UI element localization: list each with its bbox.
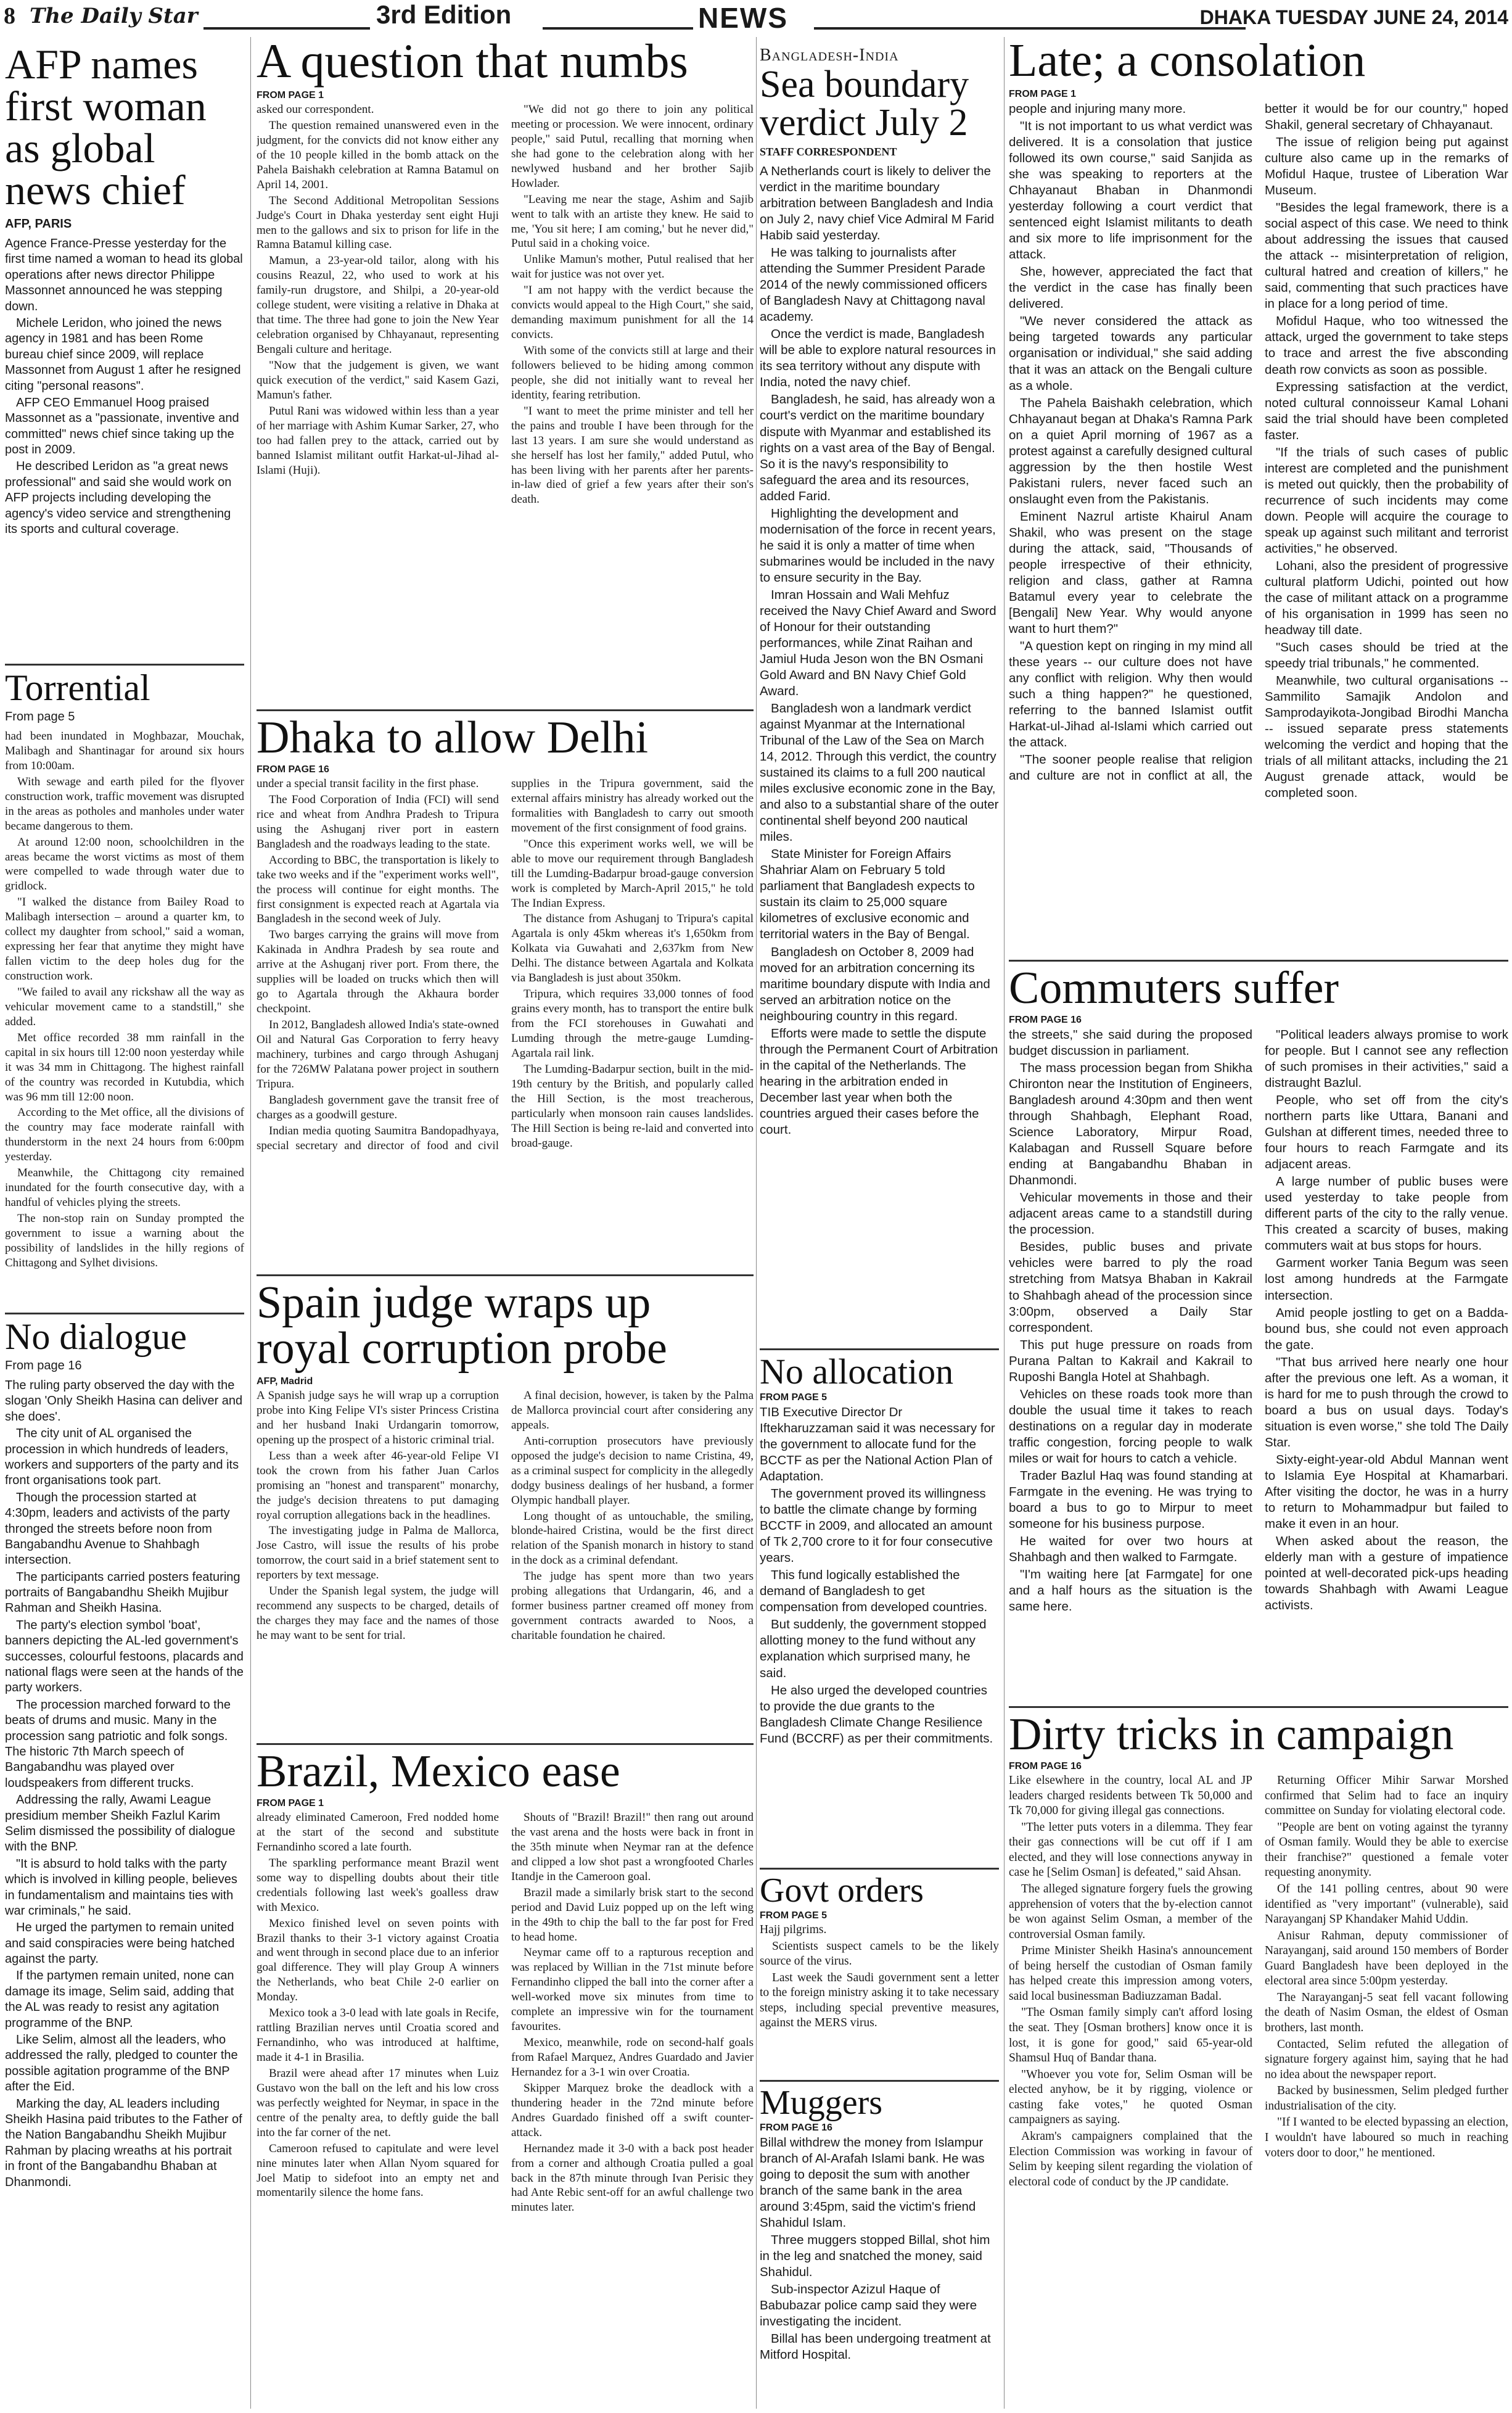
paragraph: Bangladesh on October 8, 2009 had moved for an arbitration concerning its maritime boundary dispute with India and served an arbitration notice on the neighbouring country in this regard. [760, 944, 990, 1023]
kicker: Bangladesh-India [760, 46, 899, 65]
column-divider [756, 37, 757, 2409]
article-body [5, 729, 244, 1271]
paragraph: Long thought of as untouchable, the smiling, blonde-haired Cristina, would be the first direct relation of the Spanish monarch in history to stand in the dock as a criminal defendant. [511, 1509, 754, 1567]
paragraph: already eliminated Cameroon, Fred nodded home at the start of the second and substitute Fernandinho scored a late fourth. [257, 1811, 499, 1854]
paragraph: Mamun, a 23-year-old tailor, along with his cousins Reazul, 22, who used to work at his family-run drugstore, and Shilpi, a 20-year-old college student, were visiting a relative in Dhaka at that time. The three had gone to join the New Year celebration organised by Chhayanaut, representing Bengali culture and heritage. [257, 254, 499, 356]
article-body [257, 1388, 754, 1644]
paragraph: had been inundated in Moghbazar, Mouchak, Malibagh and Shantinagar for around six hours from 10:00am. [5, 730, 244, 772]
byline: FROM PAGE 1 [257, 90, 324, 101]
paragraph: "Whoever you vote for, Selim Osman will be elected anyhow, be it by rigging, violence or casting fake votes," he quoted Osman campaigners as saying. [1009, 2068, 1252, 2127]
paragraph: With some of the convicts still at large and their followers believed to be hiding among common people, she did not initially want to reveal her identity, fearing retribution. [511, 344, 754, 402]
article-dirty-tricks [1009, 1706, 1508, 2411]
paragraph: Two barges carrying the grains will move from Kakinada in Andhra Pradesh by sea route and arrive at the Ashuganj river port. From there, the supplies will be loaded on trucks which then will go to Agartala through the Akhaura border checkpoint. [257, 928, 499, 1016]
paragraph: "That bus arrived here nearly one hour after the previous one left. As a woman, it is hard for me to push through the crowd to board a bus on usual days. Today's situation is even worse," she told The Daily Star. [1265, 1355, 1508, 1450]
paragraph: But suddenly, the government stopped allotting money to the fund without any explanation which surprised many, he said. [760, 1617, 987, 1680]
article-afp [5, 43, 244, 666]
paragraph: "If I wanted to be elected bypassing an election, I wouldn't have laboured so much in reaching voters door to door," he mentioned. [1265, 2116, 1508, 2159]
paragraph: Sixty-eight-year-old Abdul Mannan went to Islamia Eye Hospital at Khamarbari. After visiting the doctor, he was in a hurry to return to Mohammadpur but failed to make it even in an hour. [1265, 1452, 1508, 1531]
paragraph: Under the Spanish legal system, the judge will recommend any suspects to be charged, details of the charges they may face and the names of those he may want to be sent for trial. [257, 1585, 499, 1642]
article-commuters [1009, 960, 1508, 1702]
paragraph: asked our correspondent. [257, 103, 374, 116]
paragraph: "It is not important to us what verdict was delivered. It is a consolation that justice followed its own course," said Sanjida as she was speaking to reporters at the Chhayanaut Bhaban in Dhanmondi yesterday following a court verdict that sentenced eight Islamist militants to death and six more to life imprisonment for the attack. [1009, 119, 1252, 262]
paragraph: Hernandez made it 3-0 with a back post header from a corner and although Croatia pulled a goal back in the 87th minute through Ivan Perisic they had Ante Rebic sent-off for an awful challenge two minutes later. [511, 2142, 754, 2214]
article-body [1009, 1027, 1508, 1615]
paragraph: "Besides the legal framework, there is a social aspect of this case. We need to think about addressing the issues that caused the attack -- misinterpretation of religion, cultural hatred and creation of killers," he said, commenting that such practices have in place for a long period of time. [1265, 200, 1508, 311]
paragraph: Scientists suspect camels to be the likely source of the virus. [760, 1939, 999, 1968]
paragraph: Anti-corruption prosecutors have previously opposed the judge's decision to name Cristina, 49, as a criminal suspect for complicity in the allegedly dodgy business dealings of her husband, a former Olympic handball player. [511, 1434, 754, 1507]
paragraph: Expressing satisfaction at the verdict, noted cultural connoisseur Kamal Lohani said the trial should have been completed faster. [1265, 379, 1508, 442]
headline: Dirty tricks in campaign [1009, 1709, 1454, 1760]
masthead-rule-left [203, 27, 370, 30]
paragraph: Of the 141 polling centres, about 90 were identified as "very important" (vulnerable), said Narayanganj SP Khandaker Mahid Uddin. [1265, 1882, 1508, 1926]
masthead [0, 0, 1512, 32]
paragraph: the streets," she said during the proposed budget discussion in parliament. [1009, 1028, 1252, 1058]
paragraph: Once the verdict is made, Bangladesh will be able to explore natural resources in its sea territory without any dispute with India, noted the navy chief. [760, 327, 996, 390]
paragraph: A Spanish judge says he will wrap up a corruption probe into King Felipe VI's sister Princess Cristina and her husband Inaki Urdangarin tomorrow, opening up the prospect of a historic criminal trial. [257, 1389, 499, 1446]
byline: FROM PAGE 16 [1009, 1015, 1082, 1025]
paragraph: Three muggers stopped Billal, shot him in the leg and snatched the money, said Shahidul. [760, 2233, 990, 2280]
byline: FROM PAGE 1 [1009, 89, 1077, 99]
paragraph: The participants carried posters featuring portraits of Bangabandhu Sheikh Mujibur Rahman and Sheikh Hasina. [5, 1570, 240, 1615]
masthead-rule-mid-right [814, 27, 1246, 30]
paragraph: Mofidul Haque, who too witnessed the attack, urged the government to take steps to trace and arrest the five absconding death row convicts as soon as possible. [1265, 314, 1508, 377]
paragraph: Returning Officer Mihir Sarwar Morshed confirmed that Selim had to face an inquiry committee on Sunday for violating electoral code. [1265, 1774, 1508, 1818]
paragraph: Tripura, which requires 33,000 tonnes of food grains every month, has to transport the entire bulk from the FCI storehouses in Guwahati and Lumding through the metre-gauge Lumding-Agartala rail link. [511, 988, 754, 1060]
paragraph: "Political leaders always promise to work for people. But I cannot see any reflection of such promises in their activities," said a distraught Bazlul. [1265, 1028, 1508, 1091]
paragraph: The Food Corporation of India (FCI) will send rice and wheat from Andhra Pradesh to Tripura using the Ashuganj river port in eastern Bangladesh and the roadways leading to the state. [257, 793, 499, 851]
article-govt-orders [760, 1868, 999, 2077]
headline: AFP names first woman as global news chief [5, 43, 207, 213]
article-late [1009, 37, 1508, 956]
paragraph: "The sooner people realise that religion and culture are not in conflict at all, the better it would be for our country," hoped Shakil, general secretary of Chhayanaut. [1009, 102, 1508, 783]
paragraph: The investigating judge in Palma de Mallorca, Jose Castro, will issue the results of his probe tomorrow, the court said in a brief statement sent to reporters by text message. [257, 1524, 499, 1582]
article-torrential [5, 664, 244, 1308]
paragraph: Trader Bazlul Haq was found standing at Farmgate in the evening. He was trying to board a bus to go to Mirpur to meet someone for his business purpose. [1009, 1468, 1252, 1531]
paragraph: In 2012, Bangladesh allowed India's state-owned Oil and Natural Gas Corporation to ferry heavy machinery, turbines and cargo through Ashuganj for the 726MW Palatana power project in southern Tripura. [257, 1018, 499, 1091]
paragraph: "The letter puts voters in a dilemma. They fear their gas connections will be cut off if I am elected, and they will lose connections anyway in case he [Selim Osman] is defeated," said Ahsan. [1009, 1820, 1252, 1879]
paragraph: The Lumding-Badarpur section, built in the mid-19th century by the British, and popularly called the Hill Section, is the most treacherous, particularly when monsoon rain causes landslides. The Hill Section is being re-laid and converted into broad-gauge. [511, 1062, 754, 1150]
paragraph: Last week the Saudi government sent a letter to the foreign ministry asking it to take necessary steps, including special preventive measures, against the MERS virus. [760, 1971, 999, 2030]
article-body [257, 777, 754, 1153]
paragraph: Efforts were made to settle the dispute through the Permanent Court of Arbitration in the capital of the Netherlands. The hearing in the arbitration ended in December last year when both the countries argued their cases before the court. [760, 1026, 998, 1137]
headline: A question that numbs [257, 37, 688, 88]
paragraph: "Once this experiment works well, we will be able to move our requirement through Bangladesh till the Lumding-Badarpur broad-gauge conversion work is completed by March-April 2015," he told The Indian Express. [511, 837, 754, 910]
headline: Torrential [5, 667, 150, 708]
paragraph: Highlighting the development and modernisation of the force in recent years, he said it is only a matter of time when submarines would be included in the navy to ensure security in the Bay. [760, 506, 996, 585]
paragraph: Mexico took a 3-0 lead with late goals in Recife, rattling Brazilian nerves until Croatia scored and Fernandinho, who was introduced at halftime, made it 4-1 in Brasilia. [257, 2007, 499, 2064]
byline: FROM PAGE 5 [760, 1392, 828, 1403]
article-body [760, 2135, 999, 2363]
paragraph: Unlike Mamun's mother, Putul realised that her wait for justice was not over yet. [511, 253, 754, 281]
headline: Spain judge wraps up royal corruption probe [257, 1277, 667, 1374]
byline: FROM PAGE 16 [257, 764, 329, 775]
paragraph: Lohani, also the president of progressive cultural platform Udichi, pointed out how the case of militant attack on a programme of his organisation in 1999 has seen no headway till date. [1265, 558, 1508, 637]
paragraph: State Minister for Foreign Affairs Shahriar Alam on February 5 told parliament that Bangladesh expects to sustain its claim to 25,000 square kilometres of exclusive economic and territorial waters in the Bay of Bengal. [760, 847, 975, 942]
headline: Commuters suffer [1009, 963, 1339, 1013]
article-spain [257, 1274, 754, 1740]
byline: From page 5 [5, 710, 75, 724]
paragraph: people and injuring many more. [1009, 102, 1186, 116]
paragraph: Skipper Marquez broke the deadlock with a thundering header in the 72nd minute before Andres Guardado finished off a swift counter-attack. [511, 2081, 754, 2139]
paragraph: Brazil were ahead after 17 minutes when Luiz Gustavo won the ball on the left and his low cross was perfectly weighted for Neymar, in space in the centre of the penalty area, to deftly guide the ball into the far corner of the net. [257, 2066, 499, 2139]
paragraph: The issue of religion being put against culture also came up in the remarks of Mofidul Haque, trustee of Liberation War Museum. [1265, 135, 1508, 198]
paragraph: Vehicular movements in those and their adjacent areas came to a standstill during the procession. [1009, 1190, 1252, 1237]
byline: AFP, PARIS [5, 217, 72, 231]
headline: Govt orders [760, 1871, 924, 1910]
paragraph: This put huge pressure on roads from Purana Paltan to Kakrail and Kakrail to Ruposhi Bangla Hotel at Shahbagh. [1009, 1337, 1252, 1384]
paragraph: He urged the partymen to remain united and said conspiracies were being hatched against the party. [5, 1921, 235, 1966]
byline: From page 16 [5, 1359, 82, 1372]
paragraph: Backed by businessmen, Selim pledged further industrialisation of the city. [1265, 2084, 1508, 2113]
paragraph: The ruling party observed the day with the slogan 'Only Sheikh Hasina can deliver and she does'. [5, 1379, 243, 1424]
paragraph: A Netherlands court is likely to deliver the verdict in the maritime boundary arbitration between Bangladesh and India on July 2, navy chief Vice Admiral M Farid Habib said yesterday. [760, 164, 995, 243]
article-body [257, 102, 754, 507]
paragraph: The city unit of AL organised the procession in which hundreds of leaders, workers and supporters of the party and its front organisations took part. [5, 1427, 239, 1488]
byline: FROM PAGE 16 [760, 2122, 832, 2133]
paragraph: The non-stop rain on Sunday prompted the government to issue a warning about the possibility of landslides in the hilly regions of Chittagong and Sylhet divisions. [5, 1212, 244, 1269]
paragraph: Eminent Nazrul artiste Khairul Anam Shakil, who was present on the stage during the attack, said, "Thousands of people irrespective of their ethnicity, religion and class, gather at Ramna Batamul every year to celebrate the [Bengali] New Year. Why would anyone want to hurt them?" [1009, 509, 1252, 636]
paragraph: A large number of public buses were used yesterday to take people from different parts of the city to the rally venue. This created a scarcity of buses, making commuters wait at bus stops for hours. [1265, 1174, 1508, 1253]
paragraph: He described Leridon as "a great news professional" and said she would work on AFP projects including developing the agency's video service and strengthening its sports and cultural coverage. [5, 460, 232, 537]
headline: Sea boundary verdict July 2 [760, 64, 969, 144]
section-label: NEWS [698, 2, 788, 34]
article-body [5, 236, 244, 537]
paragraph: under a special transit facility in the first phase. [257, 777, 479, 790]
paragraph: With sewage and earth piled for the flyover construction work, traffic movement was disrupted in the areas as potholes and manholes under water became dangerous to them. [5, 775, 244, 833]
paragraph: "I walked the distance from Bailey Road to Malibagh intersection – around a quarter km, to collect my daughter from school," said a woman, expressing her fear that anytime they might have fallen victim to the deep holes dug for the construction work. [5, 896, 244, 983]
paragraph: Michele Leridon, who joined the news agency in 1981 and has been Rome bureau chief since 2009, will replace Massonnet from August 1 after he resigned citing "personal reasons". [5, 316, 241, 393]
paragraph: The sparkling performance meant Brazil went some way to dispelling doubts about their title credentials following last week's goalless draw with Mexico. [257, 1856, 499, 1914]
paragraph: Hajj pilgrims. [760, 1923, 827, 1936]
article-body [1009, 1773, 1508, 2190]
paragraph: Prime Minister Sheikh Hasina's announcement of being herself the custodian of Osman family has helped create this impression among voters, said local businessman Badiuzzaman Badal. [1009, 1944, 1252, 2003]
article-no-dialogue [5, 1313, 244, 2411]
article-brazil [257, 1743, 754, 2411]
paragraph: At around 12:00 noon, schoolchildren in the areas became the worst victims as most of them were compelled to wade through water due to gridlock. [5, 835, 244, 893]
paragraph: Less than a week after 46-year-old Felipe VI took the crown from his father Juan Carlos promising an "honest and transparent" monarchy, the judge's decision threatens to put damaging royal corruption allegations back in the headlines. [257, 1449, 499, 1522]
paragraph: "I want to meet the prime minister and tell her the pains and trouble I have been through for the last 13 years. I am sure she would understand as she herself has lost her family," added Putul, who has been living with her parents after her parents-in-law died of grief a few years after their son's death. [511, 404, 754, 506]
paragraph: Vehicles on these roads took more than double the usual time it takes to reach destinations on a regular day in moderate traffic congestion, forcing people to walk miles or wait for hours to catch a vehicle. [1009, 1387, 1252, 1466]
paragraph: Cameroon refused to capitulate and were level nine minutes later when Allan Nyom squared for Joel Matip to sidefoot into an empty net and momentarily silence the home fans. [257, 2142, 499, 2200]
paragraph: The procession marched forward to the beats of drums and music. Many in the procession sang patriotic and folk songs. The historic 7th March speech of Bangabandhu was played over loudspeakers from different trucks. [5, 1697, 231, 1790]
paragraph: "I am not happy with the verdict because the convicts would appeal to the High Court," she said, demanding maximum punishment for all the 14 convicts. [511, 284, 754, 342]
paragraph: "People are bent on voting against the tyranny of Osman family. Would they be able to exercise their franchise?" questioned a female voter requesting anonymity. [1265, 1820, 1508, 1879]
byline: FROM PAGE 5 [760, 1910, 828, 1921]
headline: Muggers [760, 2084, 883, 2122]
article-delhi [257, 709, 754, 1271]
paragraph: AFP CEO Emmanuel Hoog praised Massonnet as a "passionate, inventive and committed" news chief since taking up the post in 2009. [5, 395, 239, 457]
paragraph: Bangladesh, he said, has already won a court's verdict on the maritime boundary dispute with Myanmar and established its rights on a vast area of the Bay of Bengal. So it is the navy's responsibility to safeguard the area and its resources, added Farid. [760, 392, 995, 503]
paragraph: Neymar came off to a rapturous reception and was replaced by Willian in the 71st minute before Fernandinho clipped the ball into the corner after a well-worked move six minutes from time to complete an impressive win for the tournament favourites. [511, 1946, 754, 2034]
paragraph: "We failed to avail any rickshaw all the way as vehicular movement came to a standstill," she added. [5, 985, 244, 1028]
paragraph: The party's election symbol 'boat', banners depicting the AL-led government's successes, colourful festoons, placards and national flags were seen at the hands of the party workers. [5, 1618, 244, 1695]
article-body [760, 1404, 999, 1747]
paragraph: He also urged the developed countries to provide the due grants to the Bangladesh Climate Change Resilience Fund (BCCRF) as per their commitments. [760, 1683, 993, 1746]
paragraph: When asked about the reason, the elderly man with a gesture of impatience pointed at well-decorated pick-ups heading towards Shahbagh with Awami League activists. [1265, 1533, 1508, 1613]
paragraph: "We did not go there to join any political meeting or procession. We were innocent, ordinary people," said Putul, recalling that morning when she had gone to the celebration along with her newlywed husband and her brother Sajib Howlader. [511, 103, 754, 190]
paragraph: Sub-inspector Azizul Haque of Babubazar police camp said they were investigating the incident. [760, 2282, 977, 2329]
paragraph: Brazil made a similarly brisk start to the second period and David Luiz popped up on the left wing in the 49th to chip the ball to the far post for Fred to head home. [511, 1886, 754, 1944]
paragraph: Contacted, Selim refuted the allegation of signature forgery against him, saying that he had no idea about the newspaper report. [1265, 2037, 1508, 2081]
masthead-rule-mid-left [543, 27, 693, 30]
paragraph: If the partymen remain united, none can damage its image, Selim said, adding that the AL was ready to resist any agitation programme of the BNP. [5, 1969, 234, 2030]
paragraph: Though the procession started at 4:30pm, leaders and activists of the party thronged the streets before noon from Bangabandhu Avenue to Shahbagh intersection. [5, 1490, 230, 1567]
paragraph: The distance from Ashuganj to Tripura's capital Agartala is only 45km whereas it's 1,650km from Kolkata via Guwahati and 2,637km from New Delhi. The distance between Agartala and Kolkata via Bangladesh is just about 350km. [511, 912, 754, 985]
paragraph: Addressing the rally, Awami League presidium member Sheikh Fazlul Karim Selim dismissed the possibility of dialogue with the BNP. [5, 1793, 236, 1854]
byline: AFP, Madrid [257, 1376, 313, 1387]
article-sea [760, 43, 999, 1348]
article-body [5, 1378, 244, 2190]
paragraph: The alleged signature forgery fuels the growing apprehension of voters that the by-election cannot be won against Selim Osman, a member of the controversial Osman family. [1009, 1882, 1252, 1941]
paragraph: Bangladesh won a landmark verdict against Myanmar at the International Tribunal of the Law of the Sea on March 14, 2012. Through this verdict, the country sustained its claims to a full 200 nautical miles exclusive economic zone in the Bay, and also to a substantial share of the outer continental shelf beyond 200 nautical miles. [760, 701, 999, 844]
paragraph: A final decision, however, is taken by the Palma de Mallorca provincial court after considering any appeals. [511, 1389, 754, 1432]
paragraph: Billal has been undergoing treatment at Mitford Hospital. [760, 2332, 991, 2362]
headline: Late; a consolation [1009, 37, 1366, 86]
headline: No allocation [760, 1351, 954, 1392]
paragraph: Marking the day, AL leaders including Sheikh Hasina paid tributes to the Father of the Nation Bangabandhu Sheikh Mujibur Rahman by placing wreaths at his portrait in front of the Bangabandhu Bhaban at Dhanmondi. [5, 2097, 242, 2189]
paragraph: Akram's campaigners complained that the Election Commission was working in favour of Selim by keeping silent regarding the violation of electoral code of conduct by the JP candidate. [1009, 2129, 1252, 2188]
headline: Dhaka to allow Delhi [257, 712, 648, 763]
paragraph: "Such cases should be tried at the speedy trial tribunals," he commented. [1265, 640, 1508, 671]
edition-label: 3rd Edition [376, 0, 512, 29]
paragraph: Like Selim, almost all the leaders, who addressed the rally, pledged to counter the possible agitation programme of the BNP after the Eid. [5, 2033, 238, 2094]
paragraph: "The Osman family simply can't afford losing the seat. They [Osman brothers] know once it is lost, it is gone for good," said 65-year-old Shamsul Huq of Bandar thana. [1009, 2006, 1252, 2065]
paragraph: Bangladesh government gave the transit free of charges as a goodwill gesture. [257, 1093, 499, 1121]
paragraph: Like elsewhere in the country, local AL and JP leaders charged residents between Tk 50,000 and Tk 70,000 for giving illegal gas connections. [1009, 1774, 1252, 1818]
paragraph: According to the Met office, all the divisions of the country may face moderate rainfall with thunderstorm in the next 24 hours from 6:00pm yesterday. [5, 1106, 244, 1164]
paragraph: Garment worker Tania Begum was seen lost among hundreds at the Farmgate intersection. [1265, 1256, 1508, 1303]
paragraph: Indian media quoting Saumitra Bandopadhyaya, special secretary and director of food and civil supplies in the Tripura government, said the external affairs ministry has already worked out the formalities with Bangladesh to carry out smooth movement of the first consignment of food grains. [257, 777, 754, 1152]
paragraph: He was talking to journalists after attending the Summer President Parade 2014 of the newly commissioned officers of Bangladesh Navy at Chittagong naval academy. [760, 245, 987, 324]
paragraph: The Second Additional Metropolitan Sessions Judge's Court in Dhaka yesterday sent eight Huji men to the gallows and six to prison for life in the Ramna Batamul killing case. [257, 194, 499, 252]
paragraph: Amid people jostling to get on a Badda-bound bus, she could not even approach the gate. [1265, 1305, 1508, 1352]
paper-logo: The Daily Star [30, 4, 198, 28]
article-allocation [760, 1348, 999, 1866]
byline: FROM PAGE 1 [257, 1798, 324, 1809]
paragraph: According to BBC, the transportation is likely to take two weeks and if the "experiment works well", the process will continue for eight months. The first consignment is expected reach at Agartala via Bangladesh in the second week of July. [257, 853, 499, 926]
paragraph: "If the trials of such cases of public interest are completed and the punishment is meted out quickly, then the probability of recurrence of such incidents may come down. People will acquire the courage to speak up against such militant and terrorist activities," he observed. [1265, 445, 1508, 556]
article-body [1009, 101, 1508, 801]
paragraph: "We never considered the attack as being targeted towards any particular organisation or individual," she said adding that it was an attack on the Bengali culture as a whole. [1009, 314, 1252, 393]
paragraph: TIB Executive Director Dr Iftekharuzzaman said it was necessary for the government to allocate fund for the BCCTF as per the National Action Plan of Adaptation. [760, 1405, 995, 1484]
paragraph: The government proved its willingness to battle the climate change by forming BCCTF in 2009, and allocated an amount of Tk 2,700 crore to it for four consecutive years. [760, 1487, 993, 1565]
paragraph: "Leaving me near the stage, Ashim and Sajib went to talk with an artiste they knew. He said to me, 'You sit here; I am coming,' but he never did," Putul said in a choking voice. [511, 192, 754, 250]
paragraph: Billal withdrew the money from Islampur branch of Al-Arafah Islami bank. He was going to deposit the sum with another branch of the same bank in the area around 3:45pm, said the victim's friend Shahidul Islam. [760, 2135, 985, 2230]
paragraph: "I'm waiting here [at Farmgate] for one and a half hours as the situation is the same here. [1009, 1567, 1252, 1614]
headline: No dialogue [5, 1316, 187, 1357]
paragraph: The question remained unanswered even in the judgment, for the convicts did not know either any of the 10 people killed in the bomb attack on the Pahela Baishakh celebration at Ramna Batamul on April 14, 2001. [257, 118, 499, 191]
paragraph: Mexico finished level on seven points with Brazil thanks to their 3-1 victory against Croatia and went through in second place due to an inferior goal difference. They will play Group A winners the Netherlands, who beat Chile 2-0 earlier on Monday. [257, 1916, 499, 2004]
paragraph: Imran Hossain and Wali Mehfuz received the Navy Chief Award and Sword of Honour for their outstanding performances, while Zinat Raihan and Jamiul Huda Jeson won the BN Osmani Gold Award and BN Navy Chief Gold Award. [760, 587, 996, 698]
paragraph: This fund logically established the demand of Bangladesh to get compensation from developed countries. [760, 1568, 988, 1615]
paragraph: Besides, public buses and private vehicles were barred to ply the road stretching from Matsya Bhaban in Kakrail to Shahbagh ahead of the procession since 3:00pm, observed a Daily Star correspondent. [1009, 1240, 1252, 1335]
paragraph: The mass procession began from Shikha Chironton near the Institution of Engineers, Bangladesh around 4:30pm and then went through Shahbagh, Elephant Road, Science Laboratory, Mirpur Road, Kalabagan and Russell Square before ending at Bangabandhu Bhaban in Dhanmondi. [1009, 1061, 1252, 1188]
paragraph: The judge has spent more than two years probing allegations that Urdangarin, 46, and a former business partner creamed off money from government contracts awarded to Noos, a charitable foundation he chaired. [511, 1570, 754, 1642]
byline: FROM PAGE 16 [1009, 1761, 1082, 1772]
paragraph: "Now that the judgement is given, we want quick execution of the verdict," said Kasem Gazi, Mamun's father. [257, 358, 499, 402]
paragraph: The Narayanganj-5 seat fell vacant following the death of Nasim Osman, the eldest of Osman brothers, last month. [1265, 1990, 1508, 2034]
headline: Brazil, Mexico ease [257, 1746, 620, 1797]
column-divider [250, 37, 251, 2409]
dateline: DHAKA TUESDAY JUNE 24, 2014 [1199, 6, 1508, 28]
paragraph: Anisur Rahman, deputy commissioner of Narayanganj, said around 150 members of Border Guard Bangladesh have been deployed in the electoral area since 5:00pm yesterday. [1265, 1929, 1508, 1988]
column-divider [1004, 37, 1005, 2409]
paragraph: "A question kept on ringing in my mind all these years -- our culture does not have any conflict with religion. Why then would such a thing happen?" he questioned, referring to the banned Islamist outfit Harkat-ul-Jihad al-Islami which carried out the attack. [1009, 639, 1252, 750]
paragraph: Mexico, meanwhile, rode on second-half goals from Rafael Marquez, Andres Guardado and Javier Hernandez for a 3-1 win over Croatia. [511, 2036, 754, 2079]
paragraph: Met office recorded 38 mm rainfall in the capital in six hours till 12:00 noon yesterday while it was 34 mm in Chittagong. The highest rainfall of the country was recorded in Kutubdia, which was 96 mm till 12:00 noon. [5, 1031, 244, 1103]
page-number: 8 [4, 3, 15, 29]
paragraph: Meanwhile, the Chittagong city remained inundated for the fourth consecutive day, with a handful of vehicles plying the streets. [5, 1166, 244, 1210]
paragraph: "It is absurd to hold talks with the party which is involved in killing people, believes in fundamentalism and maintains ties with war criminals," he said. [5, 1857, 237, 1918]
article-question [257, 37, 754, 709]
byline: STAFF CORRESPONDENT [760, 146, 897, 158]
paragraph: She, however, appreciated the fact that the verdict in the case has finally been delivered. [1009, 265, 1252, 311]
article-body [760, 1923, 999, 2031]
article-muggers [760, 2080, 999, 2411]
paragraph: The Pahela Baishakh celebration, which Chhayanaut began at Dhaka's Ramna Park on a quiet April morning of 1967 as a protest against a carefully designed cultural aggression by the then hostile West Pakistani rulers, never faced such an onslaught even from the Pakistanis. [1009, 395, 1252, 506]
article-body [257, 1810, 754, 2215]
paragraph: Putul Rani was widowed within less than a year of her marriage with Ashim Kumar Sarker, 27, who too had fallen prey to the attack, carried out by banned Islamist militant outfit Harkat-ul-Jihad al-Islami (Huji). [257, 404, 499, 477]
paragraph: People, who set off from the city's northern parts like Uttara, Banani and Gulshan at different times, needed three to four hours to reach Farmgate and its adjacent areas. [1265, 1093, 1508, 1172]
paragraph: Agence France-Presse yesterday for the first time named a woman to head its global operations after news director Philippe Massonnet announced he was stepping down. [5, 237, 243, 313]
paragraph: Meanwhile, two cultural organisations -- Sammilito Samajik Andolon and Samprodayikota-Jongibad Birodhi Mancha -- issued separate press statements welcoming the verdict and hoping that the trials of all militant attacks, including the 21 August grenade attack, would be completed soon. [1265, 674, 1508, 801]
paragraph: Shouts of "Brazil! Brazil!" then rang out around the vast arena and the hosts were back in front in the 35th minute when Neymar ran at the defence and clipped a low shot past a wrongfooted Charles Itandje in the Cameroon goal. [511, 1811, 754, 1883]
paragraph: He waited for over two hours at Shahbagh and then walked to Farmgate. [1009, 1533, 1252, 1564]
article-body [760, 163, 999, 1138]
